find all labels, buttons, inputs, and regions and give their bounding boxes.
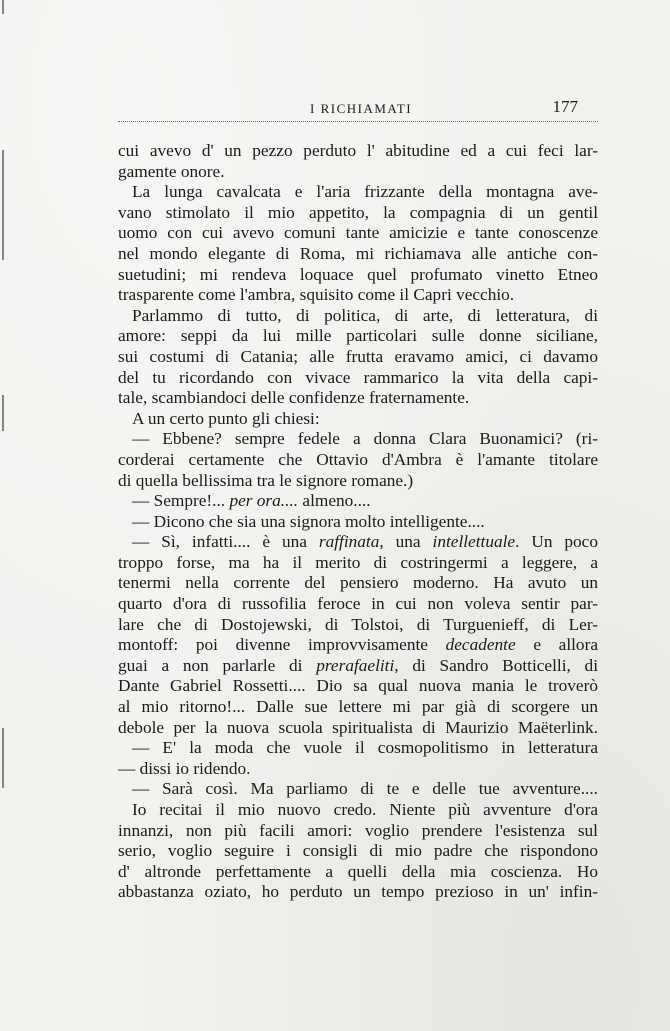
binding-edge-mark xyxy=(2,150,4,260)
binding-edge-mark xyxy=(2,0,4,14)
header-rule xyxy=(118,121,598,122)
running-title: I RICHIAMATI xyxy=(310,101,413,116)
text-line: uomo con cui avevo comuni tante amicizie e tante conoscenze xyxy=(118,223,598,243)
binding-edge-mark xyxy=(2,395,4,431)
text-line: d' altronde perfettamente a quelli della mia coscienza. Ho xyxy=(118,861,598,881)
emphasized-word: prerafaeliti xyxy=(316,655,395,675)
text-line: A un certo punto gli chiesi: xyxy=(132,408,320,428)
text-line: — Dicono che sia una signora molto intelligente.... xyxy=(132,511,485,531)
text-line: — Ebbene? sempre fedele a donna Clara Buonamici? (ri- xyxy=(132,429,598,449)
emphasized-word: per ora.... xyxy=(229,491,299,511)
text-line: sui costumi di Catania; alle frutta eravamo amici, ci davamo xyxy=(118,346,598,366)
emphasized-word: intellettuale xyxy=(432,532,516,552)
text-line: lare che di Dostojewski, di Tolstoi, di Turguenieff, di Ler- xyxy=(118,614,598,634)
text-line: trasparente come l'ambra, squisito come il Capri vecchio. xyxy=(118,285,515,305)
text-line: guai a non parlarle di prerafaeliti, di Sandro Botticelli, di xyxy=(118,655,598,675)
text-line: cui avevo d' un pezzo perduto l' abitudine ed a cui feci lar- xyxy=(118,141,598,160)
text-line: tenermi nella corrente del pensiero moderno. Ha avuto un xyxy=(118,573,598,593)
text-line: La lunga cavalcata e l'aria frizzante della montagna ave- xyxy=(132,182,598,202)
text-line: montoff: poi divenne improvvisamente decadente e allora xyxy=(118,635,598,655)
text-line: abbastanza oziato, ho perduto un tempo prezioso in un' infin- xyxy=(118,882,598,902)
text-line: troppo forse, ma ha il merito di costringermi a leggere, a xyxy=(118,552,598,572)
text-line: serio, voglio seguire i consigli di mio padre che rispondono xyxy=(118,841,598,861)
text-line: — Sarà così. Ma parliamo di te e delle tue avventure.... xyxy=(132,779,598,799)
text-line: — dissi io ridendo. xyxy=(118,758,251,778)
body-text xyxy=(118,141,598,903)
text-line: suetudini; mi rendeva loquace quel profumato vinetto Etneo xyxy=(118,264,598,284)
text-line: Dante Gabriel Rossetti.... Dio sa qual nuova mania le troverò xyxy=(118,676,598,696)
text-line: debole per la nuova scuola spiritualista di Maurizio Maëterlink. xyxy=(118,717,598,737)
text-line: nel mondo elegante di Roma, mi richiamava alle antiche con- xyxy=(118,243,598,263)
text-line: — E' la moda che vuole il cosmopolitismo in letteratura xyxy=(132,738,598,758)
text-line: vano stimolato il mio appetito, la compagnia di un gentil xyxy=(118,202,598,222)
text-line: al mio ritorno!... Dalle sue lettere mi par già di scorgere un xyxy=(118,697,598,717)
text-line: quarto d'ora di russofilia feroce in cui non voleva sentir par- xyxy=(118,594,598,614)
text-line: — Sì, infatti.... è una raffinata, una intellettuale. Un poco xyxy=(132,532,598,552)
text-line: di quella bellissima tra le signore romane.) xyxy=(118,470,414,490)
page-number: 177 xyxy=(552,97,578,116)
text-line: amore: seppi da lui mille particolari sulle donne siciliane, xyxy=(118,326,598,346)
text-line: Io recitai il mio nuovo credo. Niente più avventure d'ora xyxy=(132,800,598,819)
text-line: corderai certamente che Ottavio d'Ambra è l'amante titolare xyxy=(118,449,598,469)
text-line: del tu ricordando con vivace rammarico la vita della capi- xyxy=(118,367,598,387)
text-line: innanzi, non più facili amori: voglio prendere l'esistenza sul xyxy=(118,820,598,840)
text-line: Parlammo di tutto, di politica, di arte, di letteratura, di xyxy=(132,305,598,325)
emphasized-word: raffinata xyxy=(318,532,380,552)
binding-edge-mark xyxy=(2,728,4,788)
text-line: tale, scambiandoci delle confidenze fraternamente. xyxy=(118,388,470,408)
text-line: — Sempre!... per ora.... almeno.... xyxy=(132,491,371,511)
page-header xyxy=(118,95,598,121)
text-line: gamente onore. xyxy=(118,161,225,181)
emphasized-word: decadente xyxy=(445,635,516,655)
